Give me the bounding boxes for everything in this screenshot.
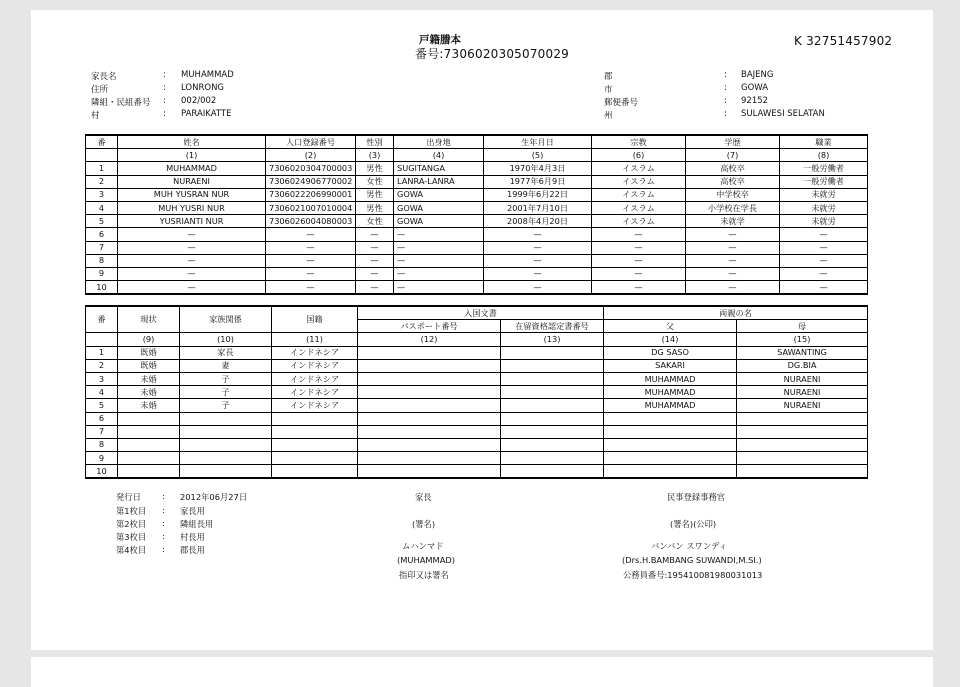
residence-cert-cell (501, 399, 604, 412)
passport-cell (358, 412, 501, 425)
subheader-education-cell: (7) (686, 149, 780, 162)
nationality-cell: インドネシア (272, 346, 358, 359)
education-cell: — (686, 281, 780, 295)
copy-value: 家長用 (180, 506, 205, 516)
header-label: 市 (604, 85, 613, 95)
table-row (86, 135, 868, 149)
father-cell (604, 425, 737, 438)
nationality-cell (272, 412, 358, 425)
nationality-cell (272, 465, 358, 479)
header-nik-cell: 人口登録番号 (266, 135, 356, 149)
header-label: 家長名 (91, 72, 117, 82)
header-value: LONRONG (181, 83, 225, 93)
religion-cell: イスラム (592, 201, 686, 214)
copy-sep: : (162, 505, 165, 515)
gender-cell: — (356, 241, 394, 254)
nationality-cell (272, 438, 358, 451)
birthdate-cell: — (484, 281, 592, 295)
table-row (86, 254, 868, 267)
subheader-gender-cell: (3) (356, 149, 394, 162)
education-cell: 中学校卒 (686, 188, 780, 201)
birthplace-cell: — (394, 241, 484, 254)
education-cell: 小学校在学長 (686, 201, 780, 214)
header-label: 郡 (604, 72, 613, 82)
copy-label: 第2枚目 (116, 519, 147, 529)
passport-cell (358, 465, 501, 479)
nik-cell: 7306020304700003 (266, 162, 356, 175)
official-name: (Drs.H.BAMBANG SUWANDI,M.SI.) (622, 555, 762, 565)
residence-cert-cell (501, 386, 604, 399)
row-no-cell: 8 (86, 254, 118, 267)
relation-cell (180, 438, 272, 451)
doc-reference: K 32751457902 (794, 34, 893, 48)
header-name-cell: 姓名 (118, 135, 266, 149)
header-birthplace-cell: 出身地 (394, 135, 484, 149)
birthplace-cell: — (394, 228, 484, 241)
nik-cell: — (266, 228, 356, 241)
doc-title: 戸籍謄本 (419, 34, 461, 46)
father-cell: DG SASO (604, 346, 737, 359)
birthplace-cell: GOWA (394, 188, 484, 201)
status-cell: 未婚 (118, 399, 180, 412)
status-cell (118, 465, 180, 479)
birthdate-cell: — (484, 267, 592, 280)
mother-cell (737, 412, 868, 425)
copy-label: 第3枚目 (116, 532, 147, 542)
passport-cell (358, 425, 501, 438)
family-members-table (85, 134, 868, 295)
header-birthdate-cell: 生年月日 (484, 135, 592, 149)
religion-cell: イスラム (592, 188, 686, 201)
official-id: 公務員番号:195410081980031013 (623, 570, 763, 580)
header-value: 002/002 (181, 96, 217, 106)
nik-cell: 7306022206990001 (266, 188, 356, 201)
passport-cell (358, 452, 501, 465)
occupation-cell: 未就労 (780, 215, 868, 228)
row-no-cell: 4 (86, 386, 118, 399)
father-cell (604, 438, 737, 451)
birthdate-cell: 2008年4月20日 (484, 215, 592, 228)
row-no-cell: 5 (86, 215, 118, 228)
issue-date-label: 発行日 (116, 492, 141, 502)
table-row (86, 228, 868, 241)
head-name-kana: ムハンマド (402, 541, 444, 551)
row-no-cell: 8 (86, 438, 118, 451)
occupation-cell: 未就労 (780, 201, 868, 214)
header-value: PARAIKATTE (181, 109, 232, 119)
subheader-occupation-cell: (8) (780, 149, 868, 162)
status-cell: 未婚 (118, 386, 180, 399)
header-value: 92152 (741, 96, 769, 106)
copy-label: 第4枚目 (116, 545, 147, 555)
head-fingerprint-note: 指印又は署名 (399, 570, 449, 580)
passport-cell (358, 359, 501, 372)
birthplace-cell: — (394, 254, 484, 267)
passport-cell (358, 346, 501, 359)
header-label: 州 (604, 111, 613, 121)
status-cell (118, 412, 180, 425)
table-row (86, 162, 868, 175)
mother-cell: SAWANTING (737, 346, 868, 359)
gender-cell: — (356, 281, 394, 295)
relation-cell: 妻 (180, 359, 272, 372)
name-cell: MUH YUSRI NUR (118, 201, 266, 214)
birthplace-cell: — (394, 267, 484, 280)
nik-cell: 7306021007010004 (266, 201, 356, 214)
table-row (86, 267, 868, 280)
name-cell: MUH YUSRAN NUR (118, 188, 266, 201)
nik-cell: — (266, 254, 356, 267)
religion-cell: イスラム (592, 175, 686, 188)
father-cell (604, 452, 737, 465)
table-row (86, 359, 868, 372)
header-sep: : (724, 70, 727, 80)
table-row (86, 281, 868, 295)
nik-cell: — (266, 267, 356, 280)
table-row (86, 465, 868, 479)
nationality-cell: インドネシア (272, 372, 358, 385)
relation-cell (180, 465, 272, 479)
relation-cell (180, 412, 272, 425)
nik-cell: 7306026004080003 (266, 215, 356, 228)
gender-cell: — (356, 228, 394, 241)
copy-value: 隣組長用 (180, 519, 214, 529)
relation-cell: 子 (180, 386, 272, 399)
subheader-nationality-cell: (11) (272, 333, 358, 346)
mother-cell: NURAENI (737, 386, 868, 399)
table-row (86, 438, 868, 451)
relation-cell (180, 452, 272, 465)
col-header-nationality: 国籍 (272, 306, 358, 333)
row-no-cell: 7 (86, 241, 118, 254)
header-occupation-cell: 職業 (780, 135, 868, 149)
row-no-cell: 2 (86, 175, 118, 188)
status-cell: 既婚 (118, 359, 180, 372)
header-value: BAJENG (741, 70, 774, 80)
gender-cell: 女性 (356, 175, 394, 188)
subheader-residence-cert-cell: (13) (501, 333, 604, 346)
father-cell (604, 412, 737, 425)
status-cell: 既婚 (118, 346, 180, 359)
nationality-cell (272, 425, 358, 438)
nationality-cell: インドネシア (272, 399, 358, 412)
birthplace-cell: SUGITANGA (394, 162, 484, 175)
table-row (86, 412, 868, 425)
nik-cell: — (266, 241, 356, 254)
table-row (86, 149, 868, 162)
gender-cell: 女性 (356, 215, 394, 228)
official-name-kana: バンバン スワンディ (651, 541, 728, 551)
gender-cell: 男性 (356, 162, 394, 175)
table-row (86, 386, 868, 399)
occupation-cell: — (780, 241, 868, 254)
occupation-cell: — (780, 267, 868, 280)
subheader-father-cell: (14) (604, 333, 737, 346)
head-signature-label: (署名) (412, 519, 436, 529)
nationality-cell (272, 452, 358, 465)
table-row (86, 346, 868, 359)
occupation-cell: 未就労 (780, 188, 868, 201)
header-religion-cell: 宗教 (592, 135, 686, 149)
issue-date-value: 2012年06月27日 (180, 492, 248, 502)
copy-sep: : (162, 531, 165, 541)
header-value: SULAWESI SELATAN (741, 109, 825, 119)
residence-cert-cell (501, 465, 604, 479)
status-cell (118, 425, 180, 438)
table-row (86, 241, 868, 254)
gender-cell: — (356, 254, 394, 267)
header-label: 郵便番号 (604, 98, 639, 108)
row-no-cell: 1 (86, 162, 118, 175)
mother-cell: DG.BIA (737, 359, 868, 372)
religion-cell: — (592, 267, 686, 280)
copy-label: 第1枚目 (116, 506, 147, 516)
row-no-cell: 5 (86, 399, 118, 412)
education-cell: — (686, 241, 780, 254)
birthdate-cell: 1977年6月9日 (484, 175, 592, 188)
birthplace-cell: — (394, 281, 484, 295)
mother-cell (737, 465, 868, 479)
birthdate-cell: 1970年4月3日 (484, 162, 592, 175)
relation-cell: 家長 (180, 346, 272, 359)
passport-cell (358, 386, 501, 399)
mother-cell: NURAENI (737, 372, 868, 385)
header-label: 村 (91, 111, 100, 121)
religion-cell: — (592, 241, 686, 254)
education-cell: 高校卒 (686, 162, 780, 175)
header-label: 住所 (91, 85, 109, 95)
doc-number: 番号:7306020305070029 (415, 47, 569, 61)
religion-cell: — (592, 281, 686, 295)
education-cell: — (686, 254, 780, 267)
row-no-cell: 4 (86, 201, 118, 214)
relation-cell: 子 (180, 399, 272, 412)
religion-cell: — (592, 254, 686, 267)
mother-cell: NURAENI (737, 399, 868, 412)
birthplace-cell: GOWA (394, 215, 484, 228)
birthdate-cell: 1999年6月22日 (484, 188, 592, 201)
residence-cert-cell (501, 412, 604, 425)
occupation-cell: — (780, 254, 868, 267)
row-no-cell: 10 (86, 465, 118, 479)
religion-cell: イスラム (592, 215, 686, 228)
row-no-cell: 3 (86, 372, 118, 385)
header-gender-cell: 性別 (356, 135, 394, 149)
birthplace-cell: GOWA (394, 201, 484, 214)
copy-value: 郡長用 (180, 545, 205, 555)
header-label: 隣組・民組番号 (91, 98, 151, 108)
row-no-cell: 6 (86, 228, 118, 241)
father-cell: SAKARI (604, 359, 737, 372)
next-page-edge (31, 657, 933, 687)
education-cell: 未就学 (686, 215, 780, 228)
table-row (86, 175, 868, 188)
col-header-passport: パスポート番号 (358, 320, 501, 333)
row-no-cell: 9 (86, 452, 118, 465)
birthplace-cell: LANRA-LANRA (394, 175, 484, 188)
residence-cert-cell (501, 372, 604, 385)
header-sep: : (163, 70, 166, 80)
nik-cell: 7306024906770002 (266, 175, 356, 188)
row-no-cell: 9 (86, 267, 118, 280)
father-cell (604, 465, 737, 479)
father-cell: MUHAMMAD (604, 399, 737, 412)
col-header-father: 父 (604, 320, 737, 333)
copy-sep: : (162, 544, 165, 554)
religion-cell: — (592, 228, 686, 241)
row-no-cell: 1 (86, 346, 118, 359)
occupation-cell: — (780, 228, 868, 241)
table-row (86, 425, 868, 438)
head-name: (MUHAMMAD) (397, 555, 456, 565)
birthdate-cell: — (484, 241, 592, 254)
birthdate-cell: 2001年7月10日 (484, 201, 592, 214)
father-cell: MUHAMMAD (604, 386, 737, 399)
head-title: 家長 (415, 492, 432, 502)
subheader-row-no-cell (86, 333, 118, 346)
header-sep: : (724, 96, 727, 106)
birthdate-cell: — (484, 254, 592, 267)
education-cell: — (686, 228, 780, 241)
residence-cert-cell (501, 452, 604, 465)
name-cell: — (118, 241, 266, 254)
col-header-no: 番 (86, 306, 118, 333)
row-no-cell: 6 (86, 412, 118, 425)
nik-cell: — (266, 281, 356, 295)
residence-cert-cell (501, 438, 604, 451)
passport-cell (358, 438, 501, 451)
subheader-row-no-cell (86, 149, 118, 162)
status-cell (118, 452, 180, 465)
header-sep: : (724, 83, 727, 93)
subheader-birthdate-cell: (5) (484, 149, 592, 162)
subheader-birthplace-cell: (4) (394, 149, 484, 162)
subheader-status-cell: (9) (118, 333, 180, 346)
gender-cell: 男性 (356, 201, 394, 214)
document-page (31, 10, 933, 650)
header-sep: : (163, 96, 166, 106)
name-cell: — (118, 228, 266, 241)
religion-cell: イスラム (592, 162, 686, 175)
copy-value: 村長用 (180, 532, 205, 542)
relation-cell (180, 425, 272, 438)
occupation-cell: — (780, 281, 868, 295)
col-header-relation: 家族関係 (180, 306, 272, 333)
official-signature-label: (署名)(公印) (670, 519, 717, 529)
header-sep: : (724, 109, 727, 119)
name-cell: — (118, 281, 266, 295)
subheader-religion-cell: (6) (592, 149, 686, 162)
official-title: 民事登録事務官 (667, 492, 726, 502)
name-cell: MUHAMMAD (118, 162, 266, 175)
group-header-entry-documents: 入国文書 (358, 306, 604, 320)
table-row (86, 333, 868, 346)
subheader-nik-cell: (2) (266, 149, 356, 162)
residence-cert-cell (501, 425, 604, 438)
occupation-cell: 一般労働者 (780, 162, 868, 175)
residence-cert-cell (501, 359, 604, 372)
subheader-relation-cell: (10) (180, 333, 272, 346)
row-no-cell: 7 (86, 425, 118, 438)
row-no-cell: 2 (86, 359, 118, 372)
header-sep: : (163, 83, 166, 93)
col-header-mother: 母 (737, 320, 868, 333)
row-no-cell: 3 (86, 188, 118, 201)
name-cell: — (118, 254, 266, 267)
header-value: GOWA (741, 83, 769, 93)
mother-cell (737, 438, 868, 451)
occupation-cell: 一般労働者 (780, 175, 868, 188)
table-row (86, 201, 868, 214)
header-education-cell: 学歴 (686, 135, 780, 149)
gender-cell: 男性 (356, 188, 394, 201)
table-row (86, 188, 868, 201)
status-parents-table (85, 305, 868, 479)
header-value: MUHAMMAD (181, 70, 234, 80)
mother-cell (737, 425, 868, 438)
subheader-mother-cell: (15) (737, 333, 868, 346)
issue-date-sep: : (162, 491, 165, 501)
row-no-cell: 10 (86, 281, 118, 295)
copy-sep: : (162, 518, 165, 528)
name-cell: YUSRIANTI NUR (118, 215, 266, 228)
gender-cell: — (356, 267, 394, 280)
name-cell: NURAENI (118, 175, 266, 188)
col-header-residence-cert: 在留資格認定書番号 (501, 320, 604, 333)
nationality-cell: インドネシア (272, 359, 358, 372)
subheader-passport-cell: (12) (358, 333, 501, 346)
status-cell: 未婚 (118, 372, 180, 385)
col-header-status: 現状 (118, 306, 180, 333)
relation-cell: 子 (180, 372, 272, 385)
header-row-no-cell: 番 (86, 135, 118, 149)
table-row (86, 215, 868, 228)
birthdate-cell: — (484, 228, 592, 241)
table-row (86, 452, 868, 465)
education-cell: 高校卒 (686, 175, 780, 188)
table-row (86, 399, 868, 412)
mother-cell (737, 452, 868, 465)
name-cell: — (118, 267, 266, 280)
passport-cell (358, 372, 501, 385)
subheader-name-cell: (1) (118, 149, 266, 162)
group-header-parents: 両親の名 (604, 306, 868, 320)
table-row (86, 372, 868, 385)
status-cell (118, 438, 180, 451)
residence-cert-cell (501, 346, 604, 359)
nationality-cell: インドネシア (272, 386, 358, 399)
header-sep: : (163, 109, 166, 119)
father-cell: MUHAMMAD (604, 372, 737, 385)
passport-cell (358, 399, 501, 412)
education-cell: — (686, 267, 780, 280)
